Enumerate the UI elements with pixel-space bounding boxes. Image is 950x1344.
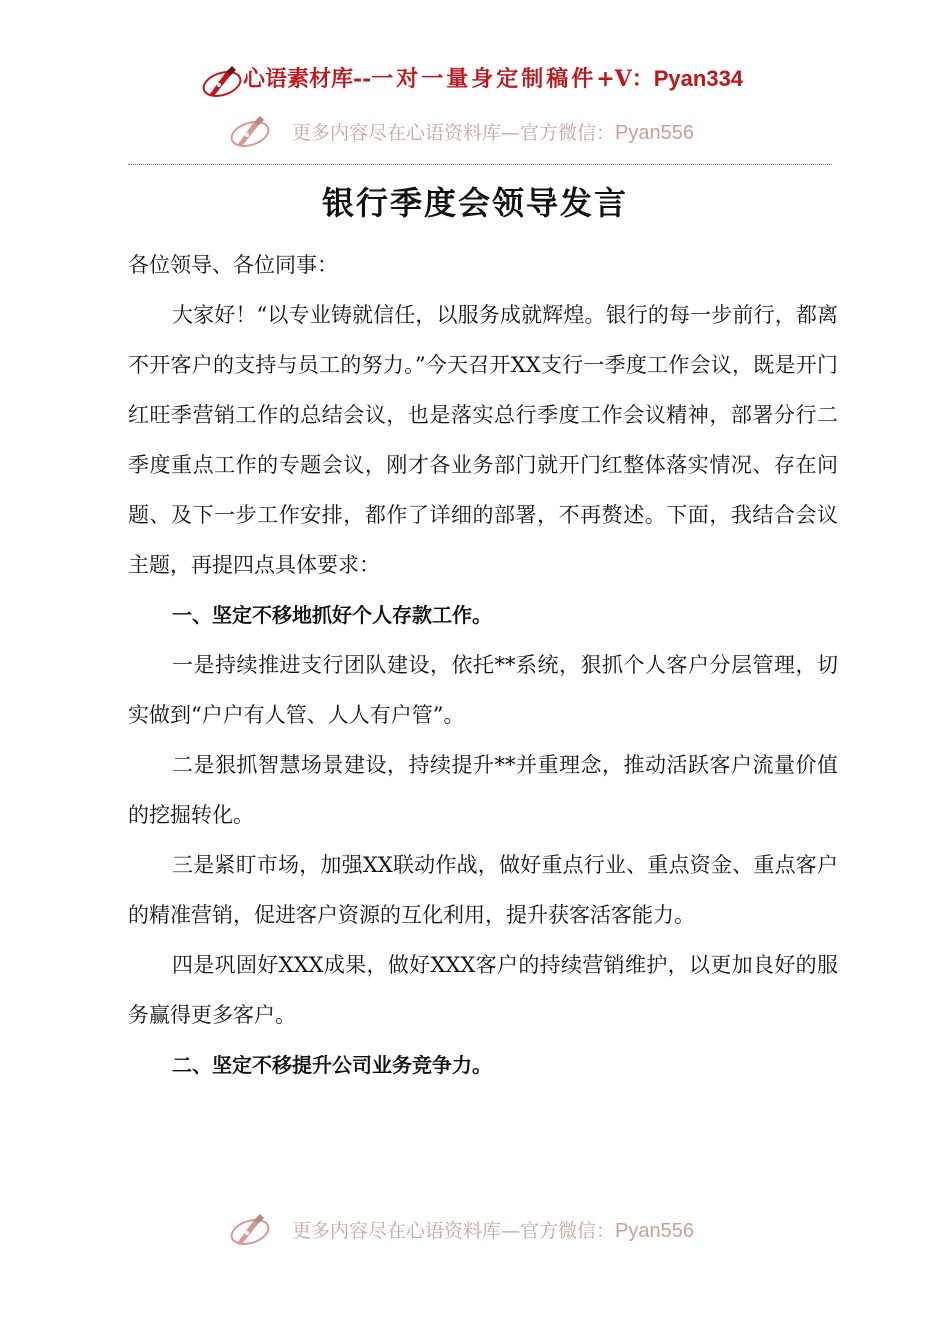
brand-name: 心语素材库 [242,66,353,92]
paragraph-point-2: 二是狠抓智慧场景建设，持续提升**并重理念，推动活跃客户流量价值的挖掘转化。 [128,753,838,827]
salutation: 各位领导、各位同事： [128,253,338,277]
section-heading-1: 一、坚定不移地抓好个人存款工作。 [172,603,492,627]
contact-code: Pyan334 [653,66,744,91]
header-divider [128,164,832,165]
watermark-text: 更多内容尽在心语资料库—官方微信： [292,122,616,144]
footer-text: 更多内容尽在心语资料库—官方微信： [292,1220,616,1242]
watermark-code: Pyan556 [615,122,694,144]
header-dash: -- [352,66,372,92]
header-watermark-line [0,118,950,145]
footer-watermark-line [0,1216,950,1243]
paragraph-point-1: 一是持续推进支行团队建设，依托**系统，狠抓个人客户分层管理，切实做到“户户有人管、人人有户管”。 [128,653,838,727]
section-heading-2: 二、坚定不移提升公司业务竞争力。 [172,1053,492,1077]
paragraph-point-3: 三是紧盯市场，加强XX联动作战，做好重点行业、重点资金、重点客户的精准营销，促进客户资源的互化利用，提升获客活客能力。 [128,853,838,927]
contact-prefix: +V： [596,66,654,92]
footer-code: Pyan556 [615,1220,694,1242]
paragraph-intro: 大家好！“以专业铸就信任，以服务成就辉煌。银行的每一步前行，都离不开客户的支持与员工的努力。”今天召开XX支行一季度工作会议，既是开门红旺季营销工作的总结会议，也是落实总行季度工作会议精神，部署分行二季度重点工作的专题会议，刚才各业务部门就开门红整体落实情况、存在问题、及下一步工作安排，都作了详细的部署，不再赘述。下面，我结合会议主题，再提四点具体要求： [128,303,838,577]
header-banner [0,62,950,93]
header-slogan: 一对一量身定制稿件 [371,66,597,92]
document-title: 银行季度会领导发言 [321,184,628,222]
document-body [128,240,838,1090]
paragraph-point-4: 四是巩固好XXX成果，做好XXX客户的持续营销维护，以更加良好的服务赢得更多客户。 [128,953,838,1027]
